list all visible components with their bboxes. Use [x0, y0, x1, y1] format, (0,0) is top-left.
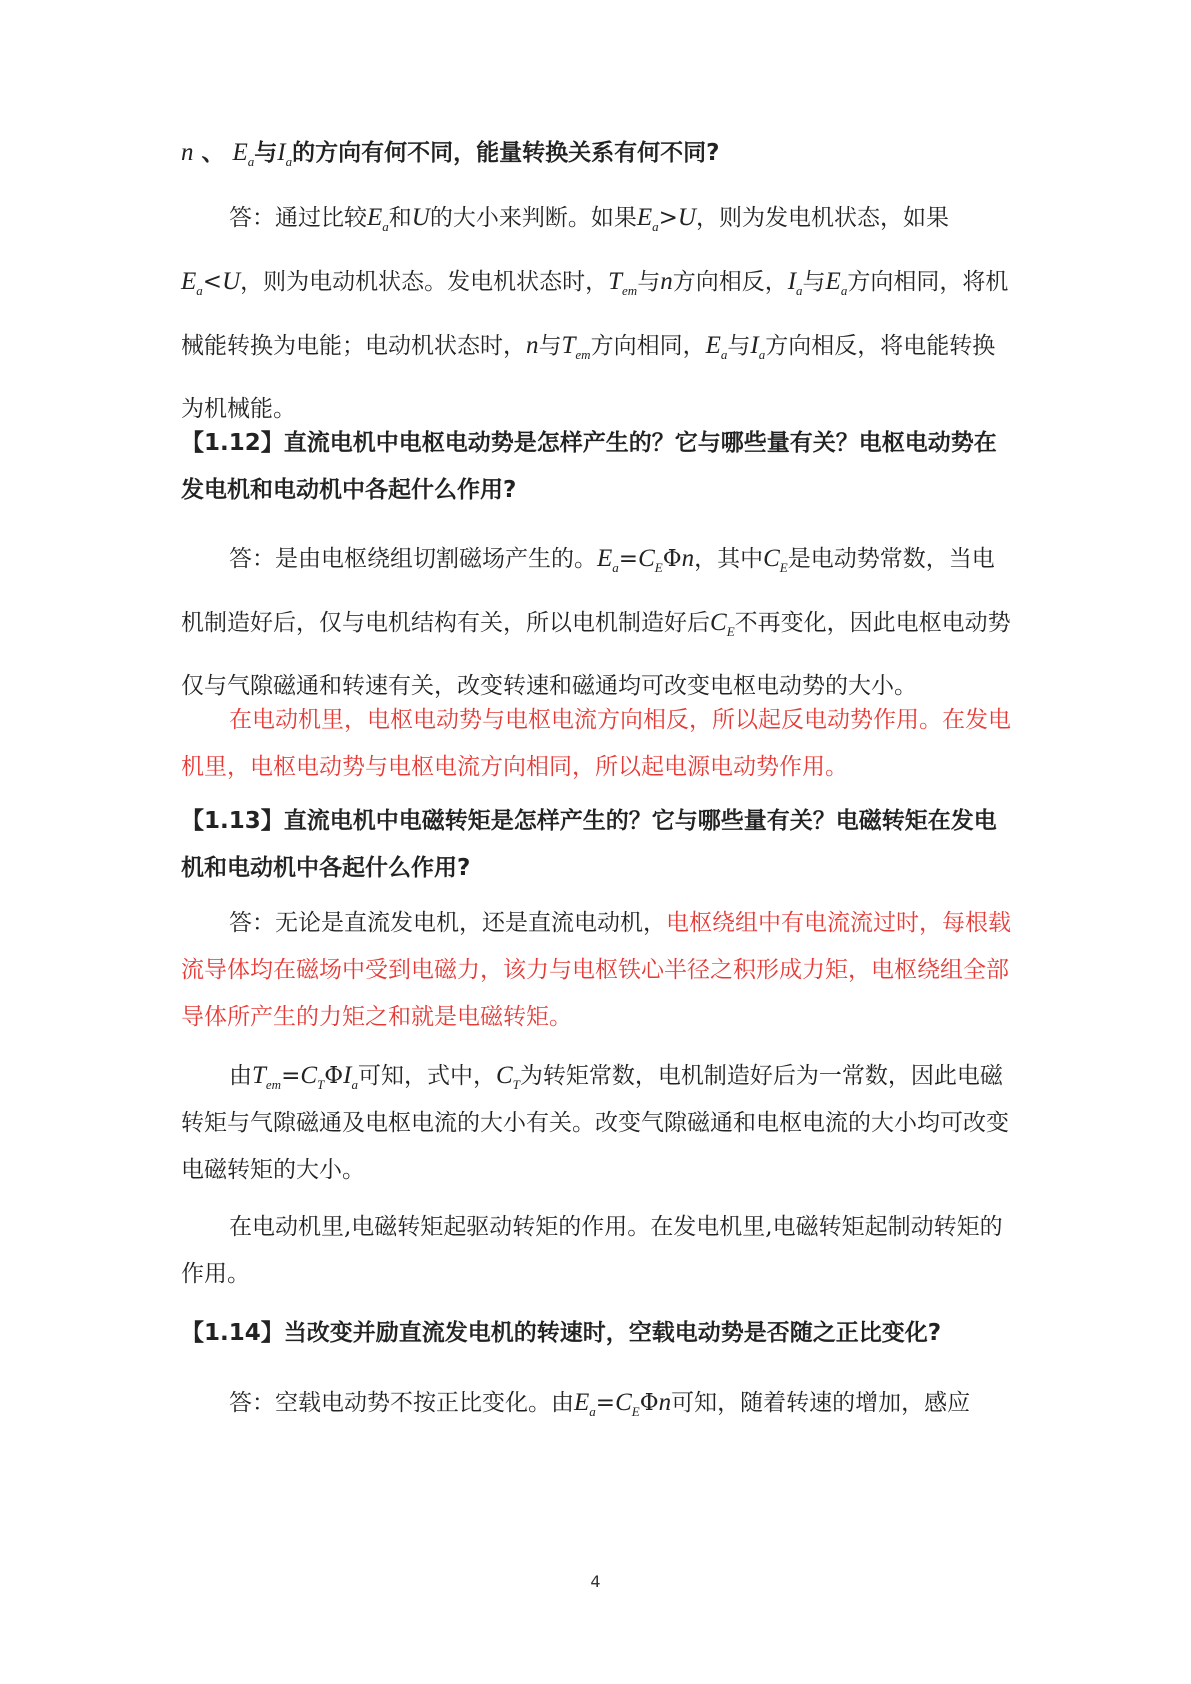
question-number: 【1.14】: [181, 1320, 284, 1346]
answer-1-13: 答：无论是直流发电机，还是直流电动机，电枢绕组中有电流流过时，每根载流导体均在磁场中受到电磁力，该力与电枢铁心半径之积形成力矩，电枢绕组全部导体所产生的力矩之和就是电磁转矩。: [181, 910, 1011, 1030]
answer-1-12: 答：是由电枢绕组切割磁场产生的。$E_a=C_E\Phi n$，其中$C_E$是电动势常数，当电机制造好后，仅与电机结构有关，所以电机制造好后$C_E$不再变化，因此电枢电动势仅与气隙磁通和转速有关，改变转速和磁通均可改变电枢电动势的大小。: [181, 545, 1011, 699]
question-number: 【1.12】: [181, 430, 284, 456]
question-1-11-tail: n 、 $E_a$与$I_a$的方向有何不同，能量转换关系有何不同?: [181, 139, 720, 169]
question-1-13: [181, 798, 1016, 892]
answer-1-13-formula: 由$T_{em}=C_T\Phi I_a$可知，式中，$C_T$为转矩常数，电机制造好后为一常数，因此电磁转矩与气隙磁通及电枢电流的大小有关。改变气隙磁通和电枢电流的大小均可改变电磁转矩的大小。: [181, 1062, 1009, 1183]
answer-1-11: 答：通过比较$E_a$和U的大小来判断。如果$E_a>U$，则为发电机状态，如果$E_a<U$，则为电动机状态。发电机状态时，$T_{em}$与n方向相反，$I_a$与$E_a$方向相同，将机械能转换为电能；电动机状态时，n与$T_{em}$方向相同，$E_a$与$I_a$方向相反，将电能转换为机械能。: [181, 204, 1009, 422]
question-number: 【1.13】: [181, 808, 284, 834]
page-number: 4: [590, 1572, 601, 1591]
answer-1-14: 答：空载电动势不按正比变化。由$E_a=C_E\Phi n$可知，随着转速的增加，感应: [229, 1389, 971, 1419]
answer-1-13-highlight: 电枢绕组中有电流流过时，每根载流导体均在磁场中受到电磁力，该力与电枢铁心半径之积形成力矩，电枢绕组全部导体所产生的力矩之和就是电磁转矩。: [181, 910, 1011, 1030]
answer-1-12-highlight: 在电动机里，电枢电动势与电枢电流方向相反，所以起反电动势作用。在发电机里，电枢电动势与电枢电流方向相同，所以起电源电动势作用。: [181, 707, 1011, 780]
question-1-14: [181, 1310, 1016, 1357]
question-text: 直流电机中电磁转矩是怎样产生的？它与哪些量有关？电磁转矩在发电机和电动机中各起什么作用?: [181, 808, 997, 881]
question-text: 直流电机中电枢电动势是怎样产生的？它与哪些量有关？电枢电动势在发电机和电动机中各起什么作用?: [181, 430, 997, 503]
answer-1-13-conclusion: 在电动机里,电磁转矩起驱动转矩的作用。在发电机里,电磁转矩起制动转矩的作用。: [181, 1214, 1003, 1287]
question-text: 当改变并励直流发电机的转速时，空载电动势是否随之正比变化?: [283, 1320, 942, 1346]
question-1-12: [181, 420, 1016, 514]
